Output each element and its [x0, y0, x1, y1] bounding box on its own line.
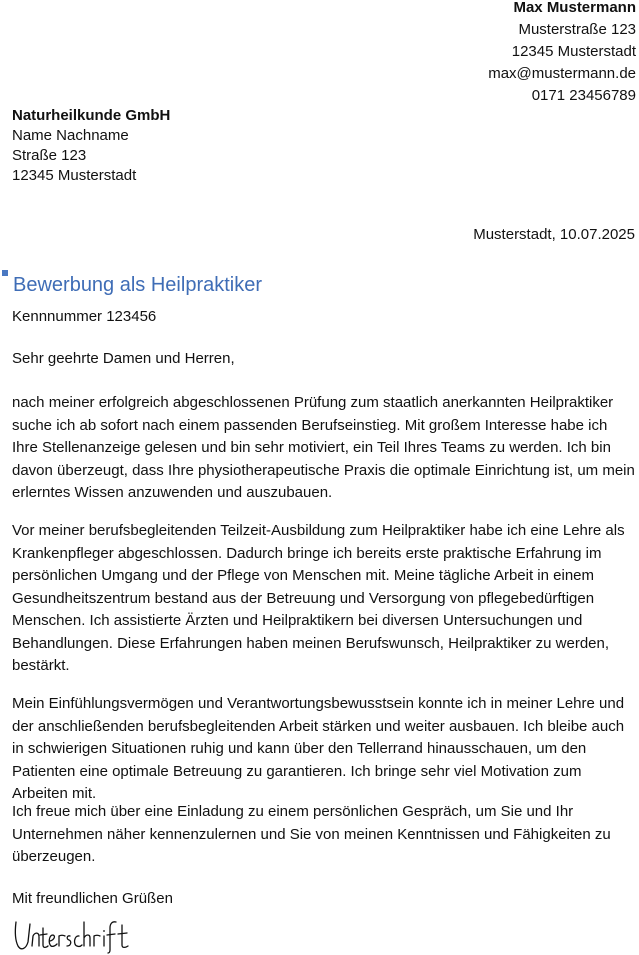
- closing-phrase: Mit freundlichen Grüßen: [12, 890, 173, 907]
- body-paragraph: Vor meiner berufsbegleitenden Teilzeit-Ausbildung zum Heilpraktiker habe ich eine Lehre als Krankenpfleger abgeschlossen. Dadurch bringe ich bereits erste praktische Erfahrung im persönlichen Umgang und der Pflege von Menschen mit. Meine tägliche Arbeit in einem Gesundheitszentrum bestand aus der Betreuung und Versorgung von pflegebedürftigen Menschen. Ich assistierte Ärzten und Heilpraktikern bei diversen Untersuchungen und Behandlungen. Diese Erfahrungen haben meinen Berufswunsch, Heilpraktiker zu werden, bestärkt.: [12, 522, 625, 674]
- recipient-company: Naturheilkunde GmbH: [12, 107, 171, 124]
- handwritten-signature: [12, 916, 132, 954]
- body-paragraph: nach meiner erfolgreich abgeschlossenen Prüfung zum staatlich anerkannten Heilpraktiker suche ich ab sofort nach einem passenden Berufseinstieg. Mit großem Interesse habe ich Ihre Stellenanzeige gelesen und bin sehr motiviert, ein Teil Ihres Teams zu werden. Ich bin davon überzeugt, dass Ihre physiotherapeutische Praxis die optimale Einrichtung ist, um mein erlerntes Wissen anzuwenden und auszubauen.: [12, 394, 635, 501]
- sender-city: 12345 Musterstadt: [511, 43, 636, 60]
- sender-block: [488, 0, 636, 107]
- letter-date: Musterstadt, 10.07.2025: [473, 226, 635, 243]
- sender-phone: 0171 23456789: [531, 87, 636, 104]
- salutation: Sehr geehrte Damen und Herren,: [12, 350, 235, 367]
- recipient-contact: Name Nachname: [12, 127, 129, 144]
- body-paragraph: Mein Einfühlungsvermögen und Verantwortungsbewusstsein konnte ich in meiner Lehre und der anschließenden berufsbegleitenden Arbeit stärken und weiter ausbauen. Ich bleibe auch in schwierigen Situationen ruhig und kann über den Tellerrand hinausschauen, um den Patienten eine optimale Betreuung zu garantieren. Ich bringe sehr viel Motivation zum Arbeiten mit.: [12, 695, 625, 802]
- recipient-street: Straße 123: [12, 147, 87, 164]
- sender-street: Musterstraße 123: [518, 21, 636, 38]
- recipient-block: [12, 106, 170, 186]
- body-paragraph: Ich freue mich über eine Einladung zu einem persönlichen Gespräch, um Sie und Ihr Unternehmen näher kennenzulernen und Sie von meinen Kenntnissen und Fähigkeiten zu überzeugen.: [12, 803, 611, 865]
- sender-name: Max Mustermann: [513, 0, 636, 16]
- recipient-city: 12345 Musterstadt: [12, 167, 137, 184]
- subject-heading: Bewerbung als Heilpraktiker: [13, 274, 263, 296]
- sender-email: max@mustermann.de: [488, 65, 636, 82]
- subject-marker: [2, 270, 8, 276]
- reference-number: Kennnummer 123456: [12, 308, 157, 325]
